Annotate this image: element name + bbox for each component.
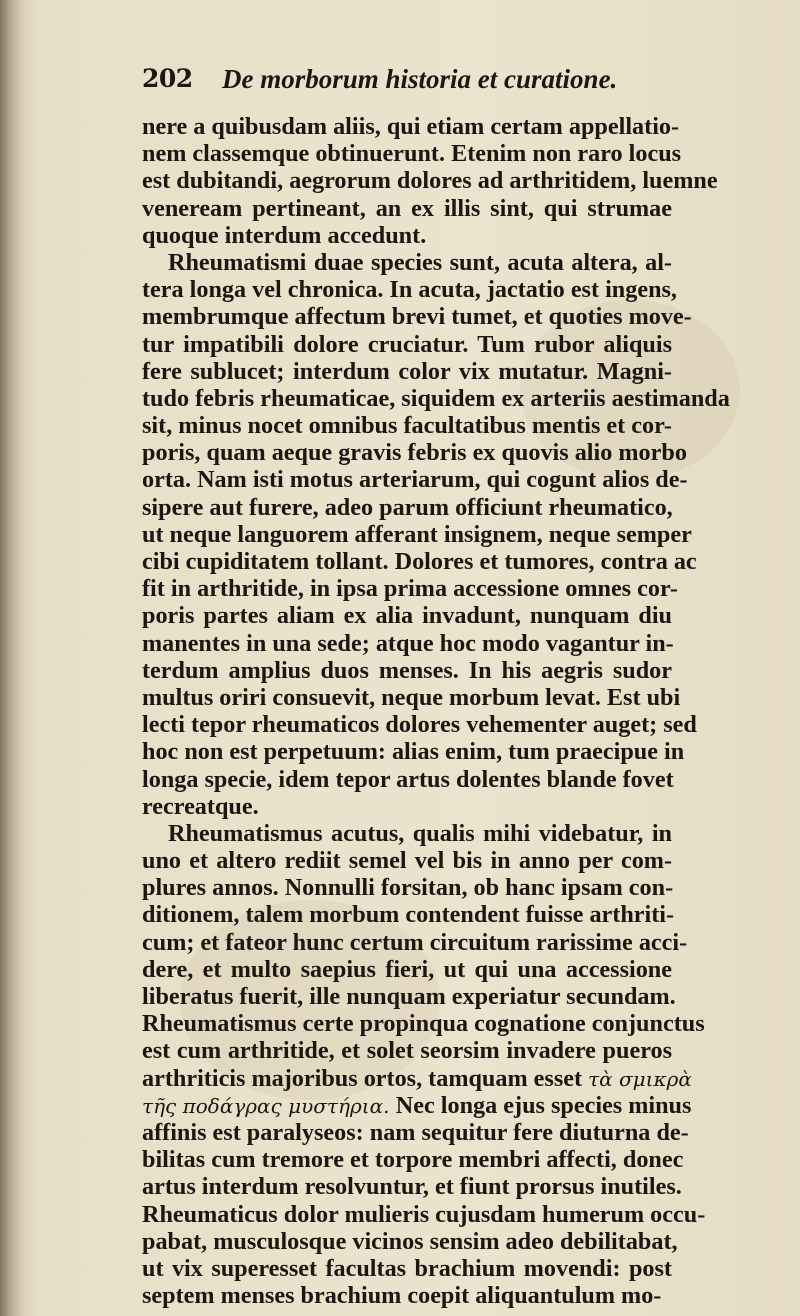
text-line: longa specie, idem tepor artus dolentes blande fovet	[142, 765, 674, 793]
text-line: quoque interdum accedunt.	[142, 221, 427, 249]
text-line: fere sublucet; interdum color vix mutatur. Magni-	[142, 357, 672, 385]
text-line: est cum arthritide, et solet seorsim invadere pueros	[142, 1037, 672, 1065]
text-line: ditionem, talem morbum contendent fuisse arthriti-	[142, 901, 675, 929]
text-line: cibi cupiditatem tollant. Dolores et tumores, contra ac	[142, 548, 697, 575]
text-line: uno et altero rediit semel vel bis in anno per com-	[142, 847, 672, 875]
greek-phrase: τῆς ποδάγρας μυστήρια.	[142, 1093, 396, 1118]
text-line: sit, minus nocet omnibus facultatibus mentis et cor-	[142, 412, 672, 440]
text-line: sipere aut furere, adeo parum officiunt rheumatico,	[142, 493, 673, 521]
text-line: Rheumatismus acutus, qualis mihi videbatur, in	[168, 819, 672, 847]
text-line: lecti tepor rheumaticos dolores vehementer auget; sed	[142, 711, 697, 739]
page-number: 202	[142, 64, 193, 93]
text-line: ut neque languorem afferant insignem, neque semper	[142, 520, 692, 548]
page-header	[142, 64, 662, 104]
text-line: plures annos. Nonnulli forsitan, ob hanc ipsam con-	[142, 874, 674, 902]
text-line: hoc non est perpetuum: alias enim, tum praecipue in	[142, 738, 685, 766]
text-line: est dubitandi, aegrorum dolores ad arthritidem, luemne	[142, 167, 718, 195]
text-line: artus interdum resolvuntur, et fiunt prorsus inutiles.	[142, 1173, 682, 1201]
text-line: fit in arthritide, in ipsa prima accessione omnes cor-	[142, 575, 678, 603]
text-line: tera longa vel chronica. In acuta, jactatio est ingens,	[142, 276, 677, 304]
text-line	[142, 1064, 692, 1092]
text-line: septem menses brachium coepit aliquantulum mo-	[142, 1282, 662, 1310]
text-line: membrumque affectum brevi tumet, et quoties move-	[142, 303, 692, 331]
text-line: cum; et fateor hunc certum circuitum rarissime acci-	[142, 928, 688, 956]
text-line: Rheumaticus dolor mulieris cujusdam humerum occu-	[142, 1200, 706, 1228]
text-line: Rheumatismus certe propinqua cognatione conjunctus	[142, 1010, 705, 1038]
greek-phrase: τὰ σμικρὰ	[588, 1066, 692, 1091]
text-line: nere a quibusdam aliis, qui etiam certam appellatio-	[142, 113, 680, 140]
text-line: pabat, musculosque vicinos sensim adeo debilitabat,	[142, 1227, 678, 1255]
text-line: Rheumatismi duae species sunt, acuta altera, al-	[168, 248, 672, 276]
text-line: terdum amplius duos menses. In his aegris sudor	[142, 656, 672, 684]
text-line: poris, quam aeque gravis febris ex quovis alio morbo	[142, 439, 687, 467]
text-line: tudo febris rheumaticae, siquidem ex arteriis aestimanda	[142, 384, 730, 412]
text-line: recreatque.	[142, 792, 259, 820]
running-head: De morborum historia et curatione.	[222, 64, 618, 94]
text-line: affinis est paralyseos: nam sequitur fere diuturna de-	[142, 1118, 689, 1146]
text-line	[142, 1091, 692, 1119]
text-line: multus oriri consuevit, neque morbum levat. Est ubi	[142, 683, 681, 711]
text-line: tur impatibili dolore cruciatur. Tum rubor aliquis	[142, 330, 672, 358]
text-line: veneream pertineant, an ex illis sint, qui strumae	[142, 194, 672, 222]
text-line: poris partes aliam ex alia invadunt, nunquam diu	[142, 602, 672, 630]
text-line: nem classemque obtinuerunt. Etenim non raro locus	[142, 140, 682, 168]
body-text	[142, 113, 730, 1310]
text-line-latin: Nec longa ejus species minus	[395, 1091, 692, 1119]
text-line: liberatus fuerit, ille nunquam experiatur secundam.	[142, 983, 676, 1010]
text-line: dere, et multo saepius fieri, ut qui una accessione	[142, 955, 672, 983]
text-line: manentes in una sede; atque hoc modo vagantur in-	[142, 629, 674, 657]
text-line-latin: arthriticis majoribus ortos, tamquam esset	[142, 1064, 589, 1092]
text-line: orta. Nam isti motus arteriarum, qui cogunt alios de-	[142, 466, 688, 494]
text-line: bilitas cum tremore et torpore membri affecti, donec	[142, 1146, 684, 1174]
text-line: ut vix superesset facultas brachium movendi: post	[142, 1254, 672, 1282]
